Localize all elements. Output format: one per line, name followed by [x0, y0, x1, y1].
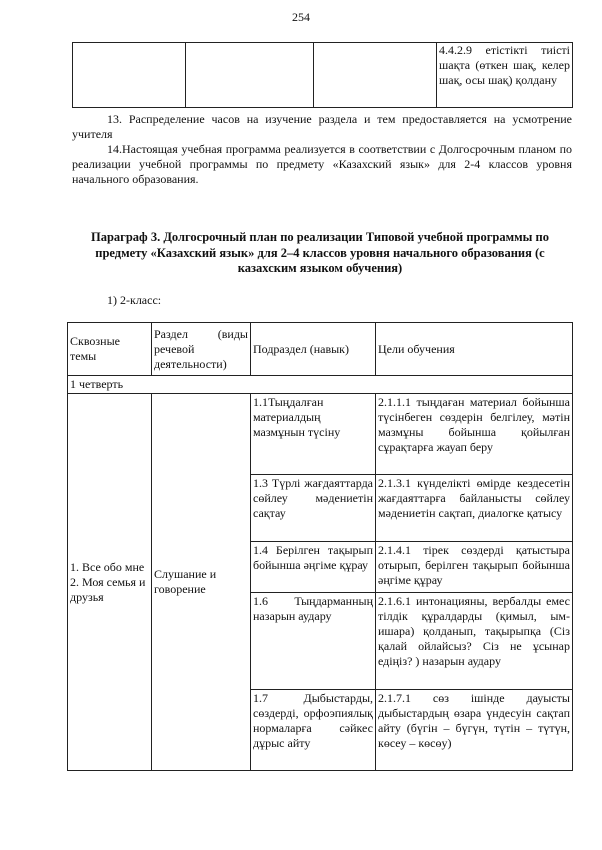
continuation-table [72, 42, 573, 108]
subsection-cell: 1.3 Түрлі жағдаяттарда сөйлеу мәдениетін сақтау [251, 475, 376, 542]
cross-cutting-themes: 1. Все обо мне 2. Моя семья и друзья [68, 394, 152, 771]
header-subsection: Подраздел (навык) [251, 323, 376, 376]
section-heading: Параграф 3. Долгосрочный план по реализации Типовой учебной программы по предмету «Казахский язык» для 2–4 классов уровня начального образования (с казахским языком обучения) [91, 230, 549, 275]
section-name: Слушание и говорение [152, 394, 251, 771]
goal-cell: 2.1.1.1 тыңдаған материал бойынша түсінбеген сөздерін белгілеу, мәтін мазмұны бойынша қойылған сұрақтарға жауап беру [376, 394, 573, 475]
goal-cell: 2.1.3.1 күнделікті өмірде кездесетін жағдаяттарға байланысты сөйлеу мәдениетін сақтап, диалогке қатысу [376, 475, 573, 542]
paragraph-13: 13. Распределение часов на изучение раздела и тем предоставляется на усмотрение учителя [72, 112, 572, 141]
header-goals: Цели обучения [376, 323, 573, 376]
table-cell [186, 43, 314, 108]
goal-cell: 2.1.4.1 тірек сөздерді қатыстыра отырып, берілген тақырып бойынша әңгіме құрау [376, 542, 573, 593]
table-cell [314, 43, 437, 108]
page-number: 254 [292, 10, 310, 24]
goal-cell: 2.1.6.1 интонацияны, вербалды емес тілдік құралдарды (қимыл, ым-ишара) қолданып, тақырыпқа (Сіз қалай ойлайсыз? Сіз не ұсынар едіңіз? ) назарын аудару [376, 593, 573, 690]
table-row [68, 394, 573, 475]
header-section: Раздел (виды речевой деятельности) [152, 323, 251, 376]
subsection-cell: 1.1Тыңдалған материалдың мазмұнын түсіну [251, 394, 376, 475]
header-themes: Сквозные темы [68, 323, 152, 376]
subsection-cell: 1.7 Дыбыстарды, сөздерді, орфоэпиялық нормаларға сәйкес дұрыс айту [251, 690, 376, 771]
class-label: 1) 2-класс: [107, 293, 162, 307]
table-row [73, 43, 573, 108]
paragraph-14: 14.Настоящая учебная программа реализуется в соответствии с Долгосрочным планом по реализации учебной программы по предмету «Казахский язык» для 2-4 классов уровня начального образования. [72, 142, 572, 186]
table-cell [73, 43, 186, 108]
long-term-plan-table [67, 322, 573, 771]
table-cell-goal: 4.4.2.9 етістікті тиісті шақта (өткен шақ, келер шақ, осы шақ) қолдану [437, 43, 573, 108]
quarter-row [68, 376, 573, 394]
quarter-label: 1 четверть [68, 376, 573, 394]
table-header-row [68, 323, 573, 376]
subsection-cell: 1.6 Тыңдарманның назарын аудару [251, 593, 376, 690]
goal-cell: 2.1.7.1 сөз ішінде дауысты дыбыстардың өзара үндесуін сақтап айту (бүгін – бүгүн, түтін – түтүн, көсеу – көсөу) [376, 690, 573, 771]
subsection-cell: 1.4 Берілген тақырып бойынша әңгіме құрау [251, 542, 376, 593]
